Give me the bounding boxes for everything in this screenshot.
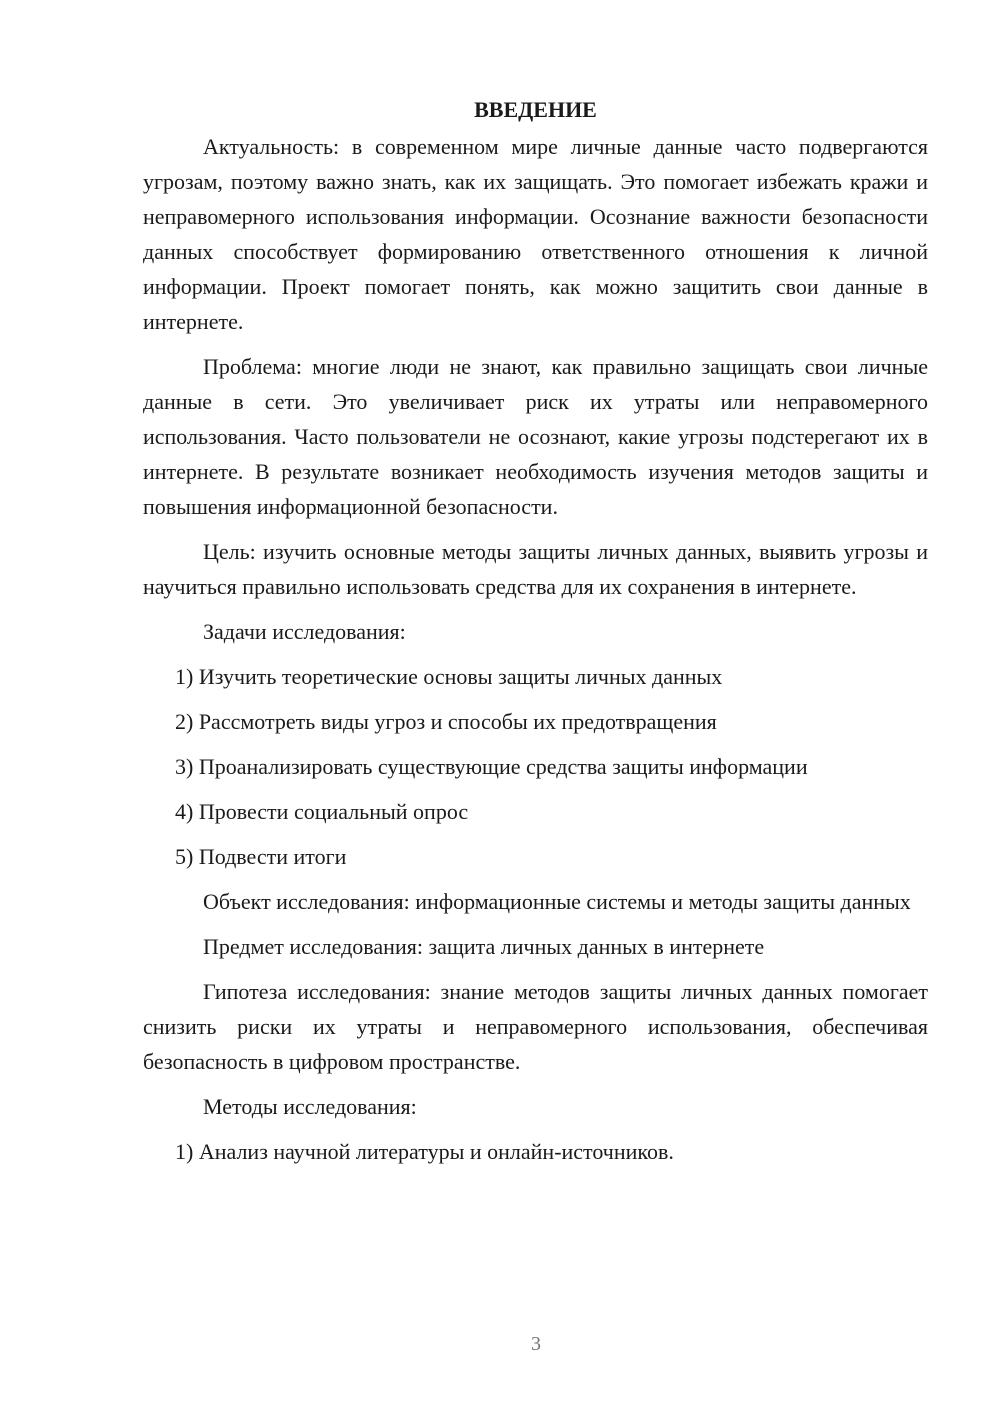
page-content — [143, 92, 928, 1179]
list-item: 1) Анализ научной литературы и онлайн-источников. — [175, 1139, 674, 1164]
paragraph-hypothesis: Гипотеза исследования: знание методов защиты личных данных помогает снизить риски их утраты и неправомерного использования, обеспечивая безопасность в цифровом пространстве. — [143, 979, 928, 1074]
page-number: 3 — [531, 1333, 541, 1355]
methods-heading: Методы исследования: — [203, 1094, 417, 1119]
methods-list — [143, 1134, 928, 1169]
list-item: 2) Рассмотреть виды угроз и способы их предотвращения — [175, 709, 717, 734]
paragraph-object: Объект исследования: информационные системы и методы защиты данных — [203, 889, 911, 914]
paragraph-goal: Цель: изучить основные методы защиты личных данных, выявить угрозы и научиться правильно использовать средства для их сохранения в интернете. — [143, 539, 928, 599]
list-item: 1) Изучить теоретические основы защиты личных данных — [175, 664, 723, 689]
paragraph-subject: Предмет исследования: защита личных данных в интернете — [203, 934, 765, 959]
tasks-heading: Задачи исследования: — [203, 619, 406, 644]
tasks-list — [143, 659, 928, 874]
paragraph-relevance: Актуальность: в современном мире личные данные часто подвергаются угрозам, поэтому важно знать, как их защищать. Это помогает избежать кражи и неправомерного использования информации. Осознание важности безопасности данных способствует формированию ответственного отношения к личной информации. Проект помогает понять, как можно защитить свои данные в интернете. — [143, 134, 928, 334]
section-title: ВВЕДЕНИЕ — [474, 97, 597, 122]
list-item: 4) Провести социальный опрос — [175, 799, 469, 824]
list-item: 5) Подвести итоги — [175, 844, 347, 869]
list-item: 3) Проанализировать существующие средства защиты информации — [175, 754, 808, 779]
paragraph-problem: Проблема: многие люди не знают, как правильно защищать свои личные данные в сети. Это увеличивает риск их утраты или неправомерного использования. Часто пользователи не осознают, какие угрозы подстерегают их в интернете. В результате возникает необходимость изучения методов защиты и повышения информационной безопасности. — [143, 354, 928, 519]
